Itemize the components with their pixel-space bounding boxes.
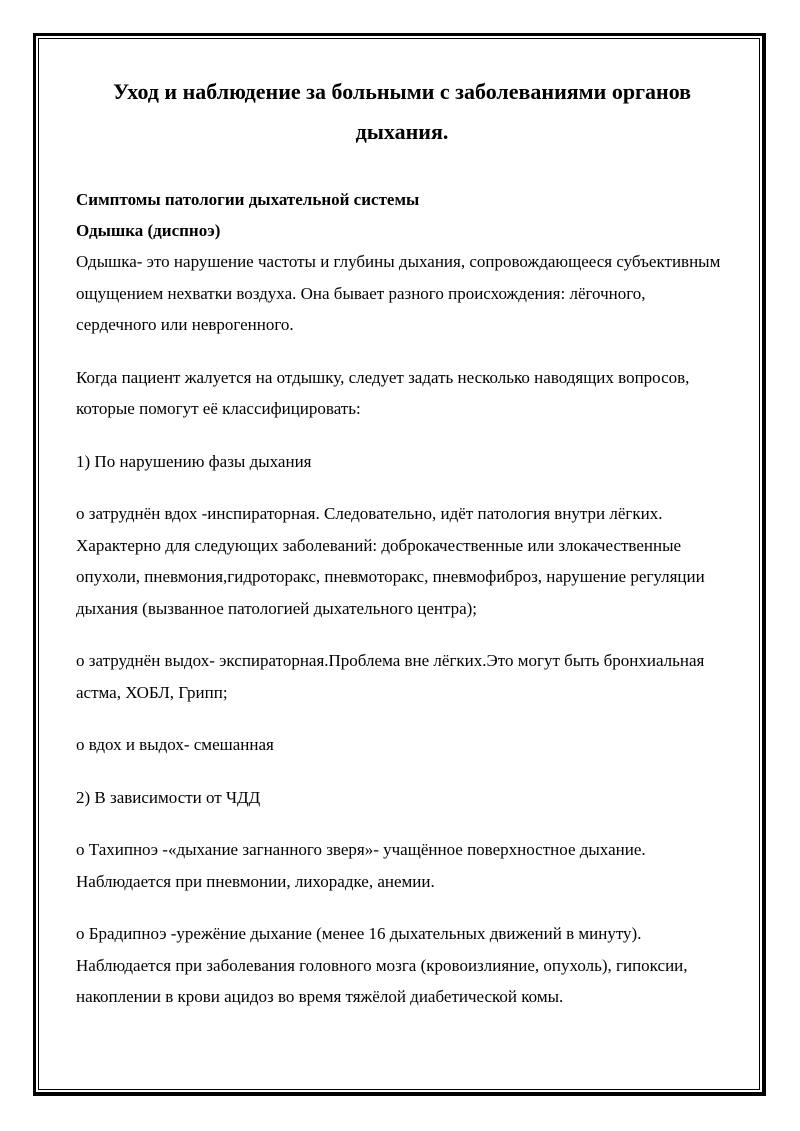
section-heading: Симптомы патологии дыхательной системы bbox=[76, 190, 420, 209]
paragraph-tachypnea: о Тахипноэ -«дыхание загнанного зверя»- учащённое поверхностное дыхание. Наблюдается при пневмонии, лихорадке, анемии. bbox=[76, 840, 646, 891]
paragraph-inspiratory: о затруднён вдох -инспираторная. Следовательно, идёт патология внутри лёгких. Характерно для следующих заболеваний: доброкачественные или злокачественные опухоли, пневмония,гидроторакс, пневмоторакс, пневмофиброз, нарушение регуляции дыхания (вызванное патологией дыхательного центра); bbox=[76, 504, 705, 618]
document-body bbox=[76, 72, 728, 1034]
paragraph-questions: Когда пациент жалуется на отдышку, следует задать несколько наводящих вопросов, которые помогут её классифицировать: bbox=[76, 367, 690, 418]
paragraph-definition: Одышка- это нарушение частоты и глубины дыхания, сопровождающееся субъективным ощущением нехватки воздуха. Она бывает разного происхождения: лёгочного, сердечного или неврогенного. bbox=[76, 252, 721, 334]
paragraph-mixed: о вдох и выдох- смешанная bbox=[76, 735, 274, 754]
paragraph-expiratory: о затруднён выдох- экспираторная.Проблема вне лёгких.Это могут быть бронхиальная астма, ХОБЛ, Грипп; bbox=[76, 651, 705, 702]
document-title: Уход и наблюдение за больными с заболеваниями органов дыхания. bbox=[112, 79, 692, 144]
subheading: Одышка (диспноэ) bbox=[76, 221, 221, 240]
paragraph-rate-heading: 2) В зависимости от ЧДД bbox=[76, 787, 261, 807]
paragraph-bradypnea: о Брадипноэ -урежёние дыхание (менее 16 дыхательных движений в минуту). Наблюдается при заболевания головного мозга (кровоизлияние, опухоль), гипоксии, накоплении в крови ацидоз во время тяжёлой диабетической комы. bbox=[76, 924, 688, 1006]
paragraph-phase-heading: 1) По нарушению фазы дыхания bbox=[76, 451, 312, 471]
